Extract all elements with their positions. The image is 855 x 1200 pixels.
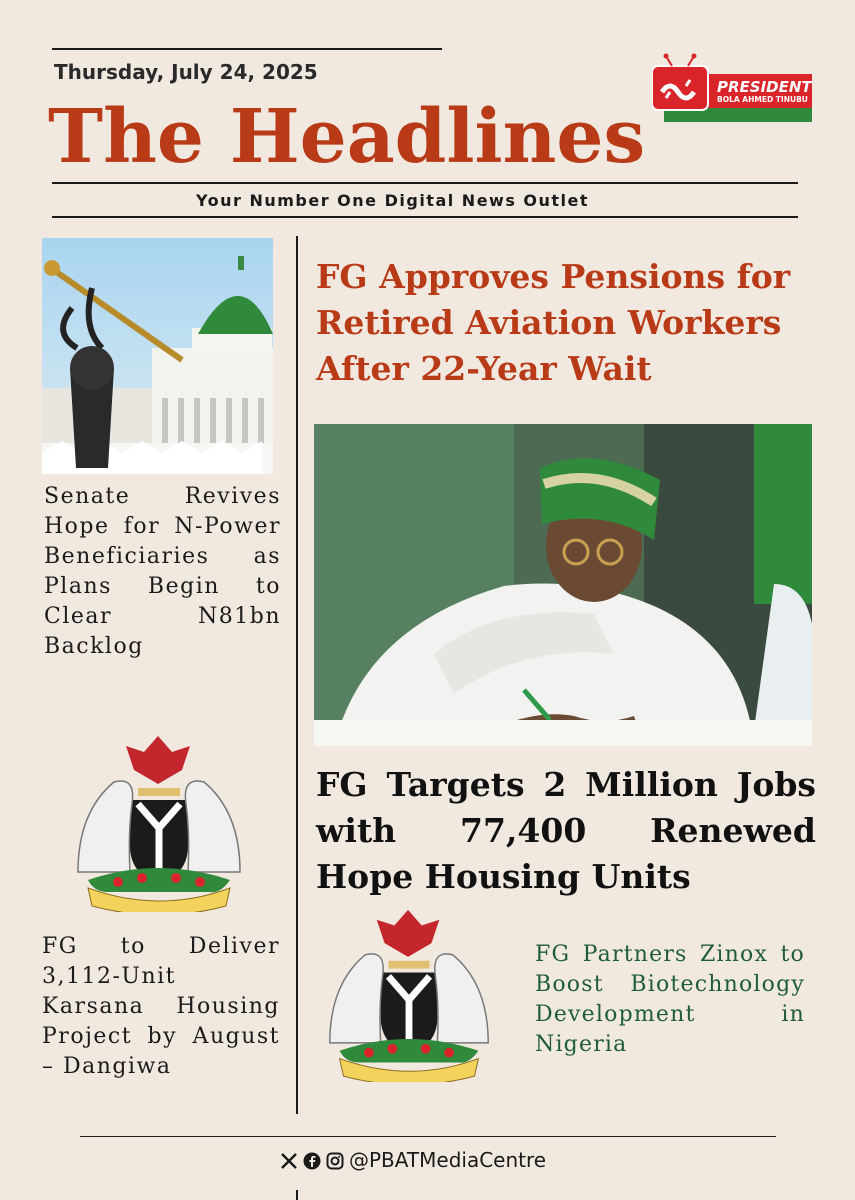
story-karsana-housing[interactable]: FG to Deliver 3,112-Unit Karsana Housing Project by August – Dangiwa [42, 934, 280, 1079]
social-handle[interactable]: @PBATMediaCentre [349, 1148, 547, 1172]
lead-headline-pensions[interactable]: FG Approves Pensions for Retired Aviation Workers After 22-Year Wait [316, 257, 791, 388]
story-senate-npower[interactable]: Senate Revives Hope for N-Power Beneficiaries as Plans Begin to Clear N81bn Backlog [44, 484, 281, 659]
instagram-icon[interactable] [326, 1151, 344, 1169]
masthead-tagline: Your Number One Digital News Outlet [196, 191, 590, 210]
social-footer[interactable] [280, 1148, 546, 1172]
logo-name-label: BOLA AHMED TINUBU [717, 95, 808, 104]
coat-of-arms-right [306, 906, 512, 1082]
coat-of-arms-left [58, 732, 260, 912]
title-rule-bottom [52, 216, 798, 218]
national-assembly-photo [42, 238, 273, 474]
logo-president-label: PRESIDENT [717, 78, 812, 96]
footer-tick [296, 1190, 298, 1200]
facebook-icon[interactable] [303, 1151, 321, 1169]
headline-housing-jobs[interactable]: FG Targets 2 Million Jobs with 77,400 Renewed Hope Housing Units [316, 765, 816, 896]
column-divider [296, 236, 298, 1114]
title-rule-top [52, 182, 798, 184]
issue-date: Thursday, July 24, 2025 [54, 60, 318, 84]
x-icon[interactable] [280, 1151, 298, 1169]
story-zinox-biotech[interactable]: FG Partners Zinox to Boost Biotechnology Development in Nigeria [535, 942, 805, 1057]
president-signing-photo [314, 424, 812, 746]
logo-media-centre-label: MEDIA CENTRE [722, 112, 794, 122]
masthead-title: The Headlines [48, 94, 646, 180]
footer-rule [80, 1136, 776, 1137]
top-rule [52, 48, 442, 50]
